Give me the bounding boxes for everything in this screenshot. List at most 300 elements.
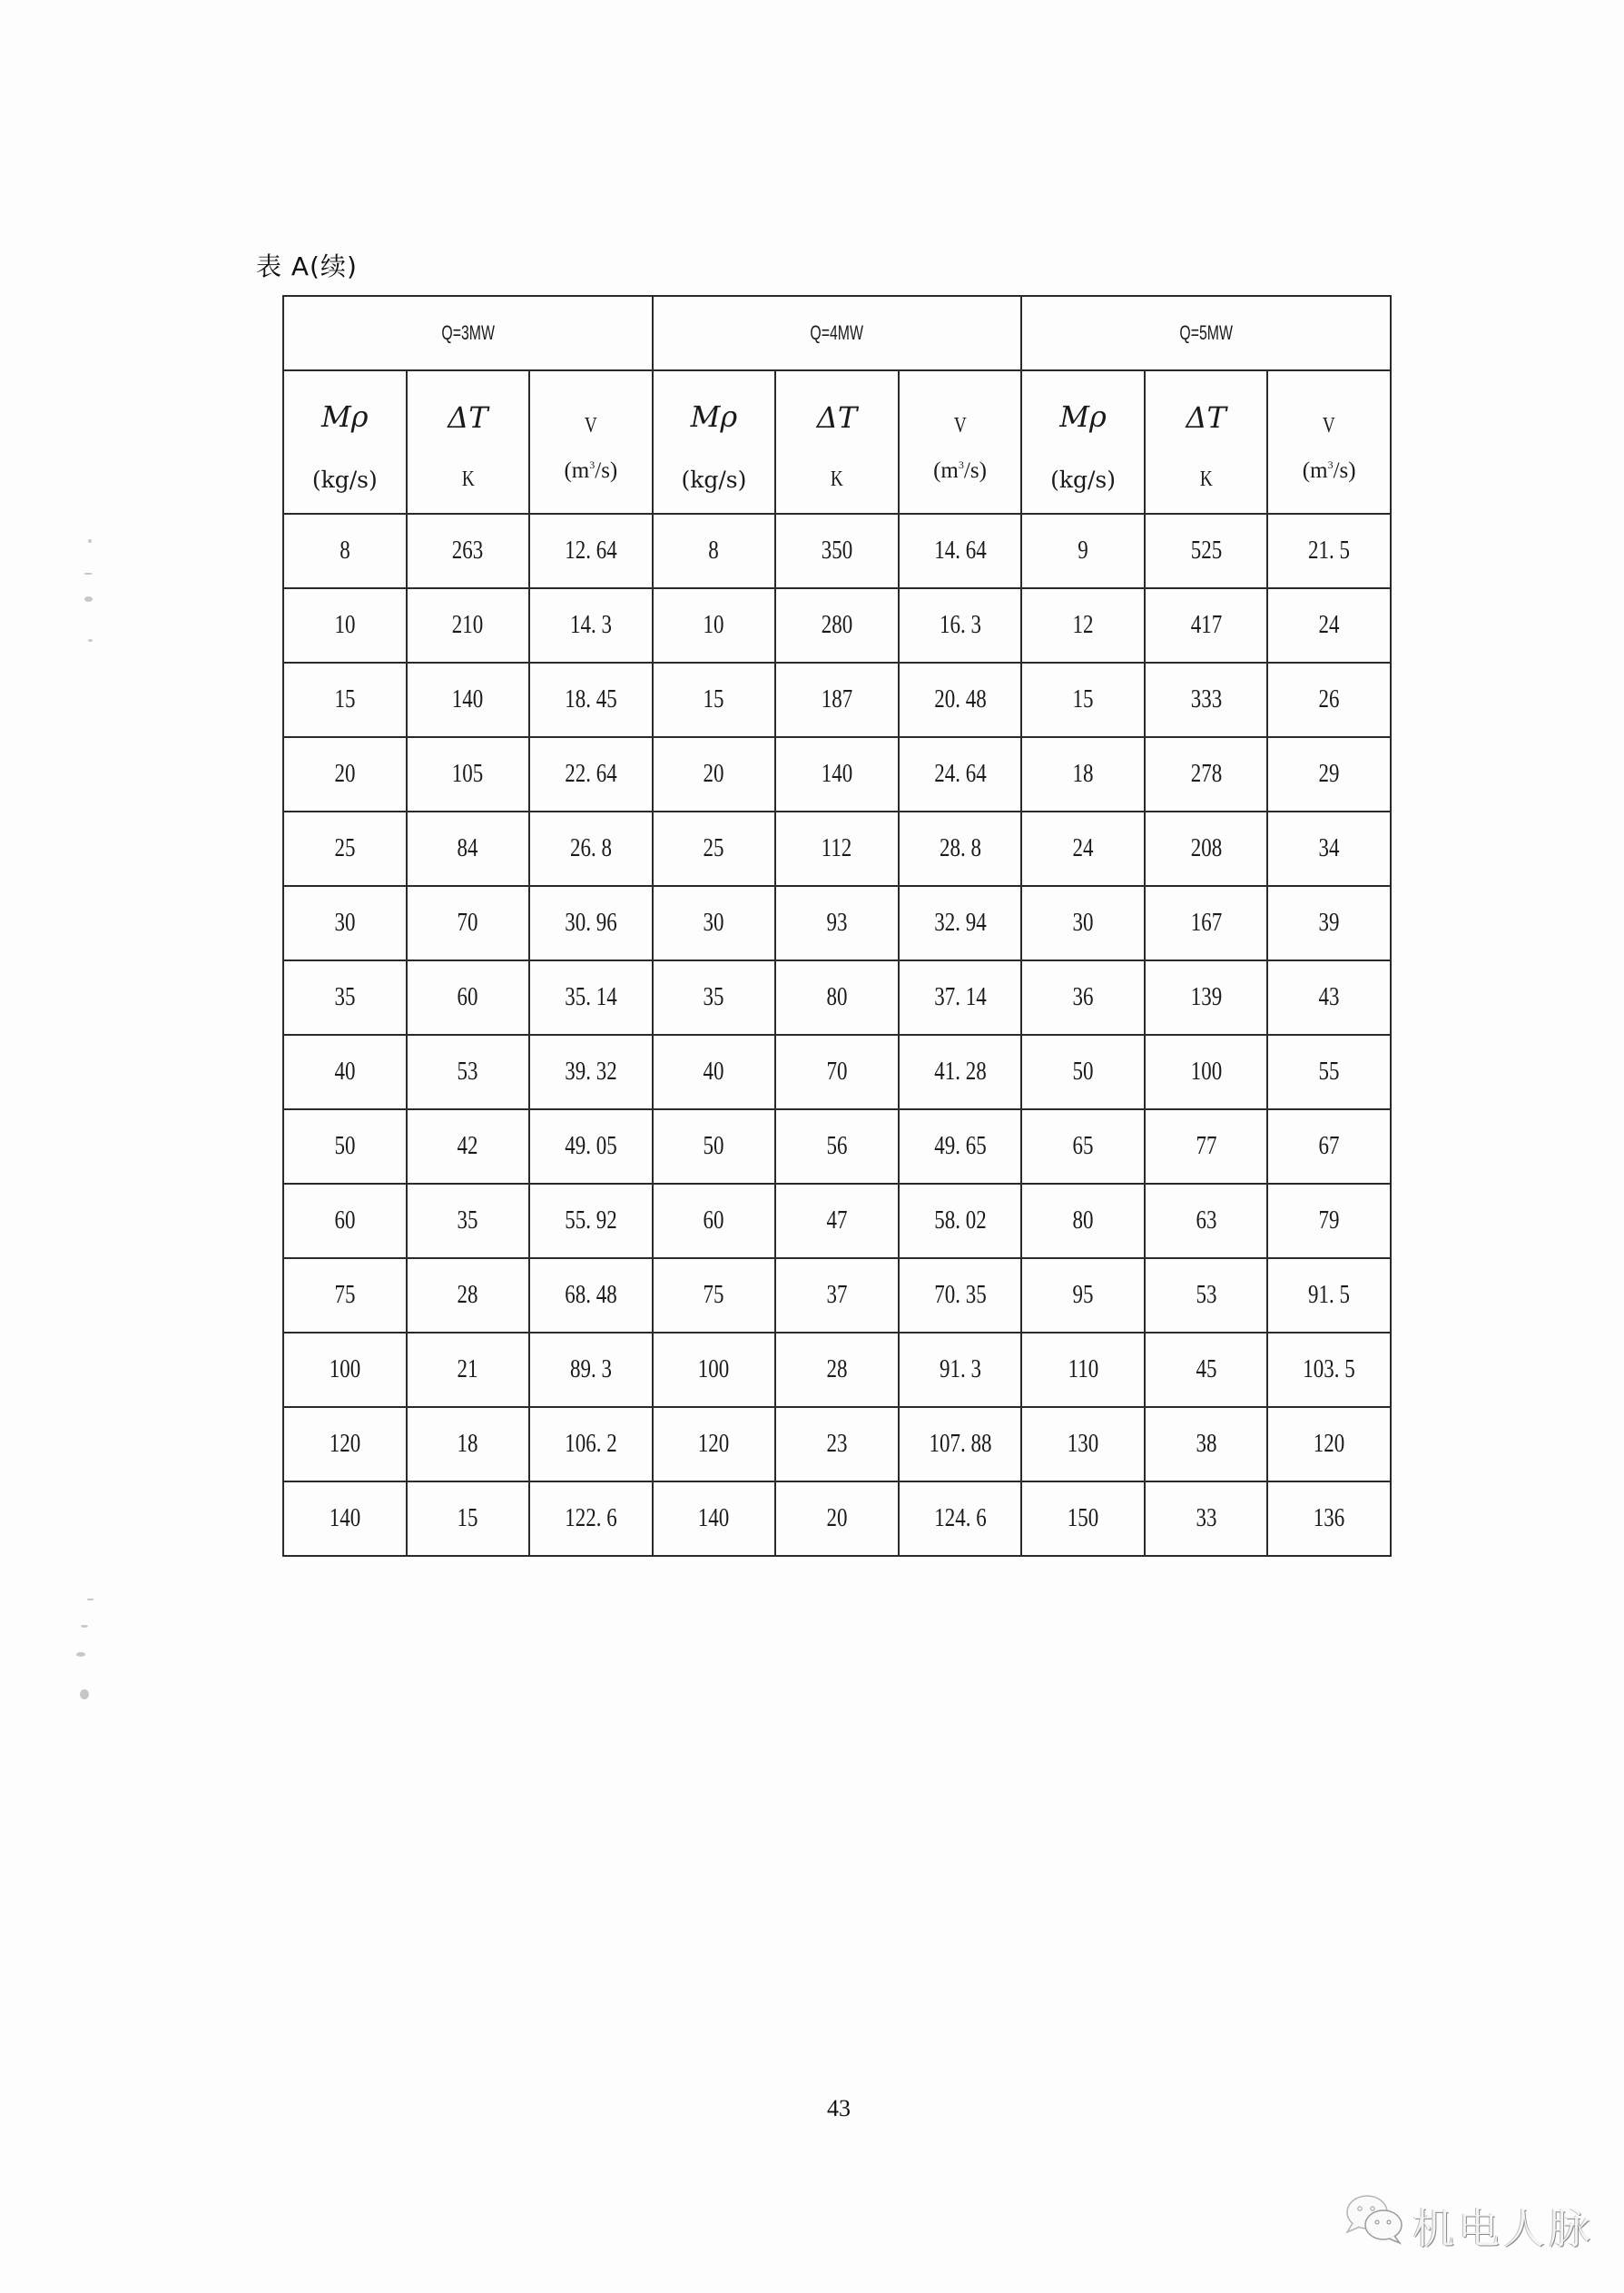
cell-value: 187 — [821, 685, 853, 713]
cell-value: 37. 14 — [933, 983, 987, 1011]
cell-value: 21 — [457, 1355, 478, 1383]
table-cell-volume-flow — [899, 1109, 1022, 1184]
table-cell-mass-flow — [1021, 812, 1145, 886]
table-row — [283, 1481, 1391, 1556]
table-cell-mass-flow — [1021, 1258, 1145, 1333]
cell-value: 28 — [826, 1355, 848, 1383]
cell-value: 65 — [1072, 1132, 1094, 1160]
table-cell-delta-t — [775, 886, 899, 960]
cell-value: 525 — [1190, 536, 1222, 565]
table-cell-mass-flow — [1021, 1333, 1145, 1407]
cell-value: 10 — [334, 611, 356, 639]
table-cell-mass-flow — [653, 1258, 776, 1333]
table-cell-mass-flow — [283, 737, 407, 812]
cell-value: 14. 64 — [933, 536, 987, 565]
cell-value: 30 — [1072, 909, 1094, 937]
scan-speck — [87, 1599, 94, 1600]
table-cell-volume-flow — [529, 1407, 653, 1481]
column-header-mass-flow — [1021, 370, 1145, 514]
column-unit: (kg/s) — [1050, 466, 1117, 493]
table-cell-delta-t — [1145, 1109, 1268, 1184]
cell-value: 49. 05 — [565, 1132, 617, 1160]
cell-value: 139 — [1190, 983, 1222, 1011]
scan-speck — [76, 1652, 85, 1657]
table-cell-delta-t — [775, 514, 899, 588]
column-symbol: ΔT — [1186, 399, 1226, 435]
cell-value: 14. 3 — [569, 611, 612, 639]
cell-value: 77 — [1196, 1132, 1217, 1160]
cell-value: 278 — [1190, 760, 1222, 788]
column-unit: K — [461, 467, 475, 491]
table-cell-delta-t — [1145, 812, 1268, 886]
table-cell-volume-flow — [899, 886, 1022, 960]
unit-part: /s) — [595, 458, 618, 483]
table-cell-mass-flow — [1021, 1407, 1145, 1481]
cell-value: 15 — [1072, 685, 1094, 713]
table-cell-mass-flow — [653, 737, 776, 812]
table-cell-mass-flow — [283, 1035, 407, 1109]
table-cell-mass-flow — [283, 1407, 407, 1481]
cell-value: 100 — [329, 1355, 360, 1383]
cell-value: 29 — [1318, 760, 1340, 788]
table-cell-mass-flow — [1021, 960, 1145, 1035]
cell-value: 39. 32 — [565, 1058, 617, 1086]
table-cell-delta-t — [407, 812, 530, 886]
cell-value: 60 — [457, 983, 478, 1011]
cell-value: 56 — [826, 1132, 848, 1160]
table-row — [283, 1407, 1391, 1481]
table-cell-volume-flow — [1267, 1184, 1391, 1258]
table-cell-volume-flow — [899, 737, 1022, 812]
cell-value: 120 — [698, 1430, 730, 1458]
table-cell-mass-flow — [1021, 1035, 1145, 1109]
cell-value: 208 — [1190, 834, 1222, 862]
cell-value: 18 — [1072, 760, 1094, 788]
column-header-row — [283, 370, 1391, 514]
table-cell-volume-flow — [1267, 588, 1391, 663]
cell-value: 91. 5 — [1308, 1281, 1351, 1309]
table-cell-mass-flow — [1021, 1184, 1145, 1258]
scan-speck — [88, 539, 92, 543]
cell-value: 47 — [826, 1206, 848, 1235]
scan-speck — [88, 639, 93, 642]
table-cell-mass-flow — [1021, 1481, 1145, 1556]
cell-value: 93 — [826, 909, 848, 937]
table-cell-volume-flow — [899, 663, 1022, 737]
table-cell-delta-t — [775, 1407, 899, 1481]
table-cell-delta-t — [407, 886, 530, 960]
cell-value: 39 — [1318, 909, 1340, 937]
table-row — [283, 514, 1391, 588]
cell-value: 79 — [1318, 1206, 1340, 1235]
table-row — [283, 588, 1391, 663]
table-cell-mass-flow — [283, 1184, 407, 1258]
cell-value: 22. 64 — [565, 760, 617, 788]
table-cell-delta-t — [775, 1035, 899, 1109]
group-header-row — [283, 296, 1391, 370]
column-unit — [900, 458, 1021, 484]
table-cell-delta-t — [775, 663, 899, 737]
table-cell-volume-flow — [1267, 960, 1391, 1035]
watermark-text: 机电人脉 — [1412, 2204, 1594, 2253]
cell-value: 30 — [703, 909, 724, 937]
table-cell-delta-t — [407, 960, 530, 1035]
scan-speck — [84, 596, 93, 602]
cell-value: 112 — [822, 834, 852, 862]
cell-value: 53 — [1196, 1281, 1217, 1309]
cell-value: 25 — [334, 834, 356, 862]
cell-value: 50 — [1072, 1058, 1094, 1086]
table-cell-volume-flow — [529, 1184, 653, 1258]
table-cell-delta-t — [1145, 514, 1268, 588]
cell-value: 33 — [1196, 1504, 1217, 1532]
table-cell-volume-flow — [529, 514, 653, 588]
cell-value: 80 — [1072, 1206, 1094, 1235]
cell-value: 15 — [703, 685, 724, 713]
table-cell-volume-flow — [1267, 1109, 1391, 1184]
table-cell-volume-flow — [899, 960, 1022, 1035]
cell-value: 50 — [334, 1132, 356, 1160]
column-unit — [1268, 458, 1390, 484]
unit-part: 3 — [589, 458, 595, 471]
cell-value: 130 — [1067, 1430, 1099, 1458]
table-cell-mass-flow — [1021, 1109, 1145, 1184]
cell-value: 417 — [1190, 611, 1222, 639]
cell-value: 38 — [1196, 1430, 1217, 1458]
column-symbol: ΔT — [448, 399, 488, 435]
table-row — [283, 1333, 1391, 1407]
table-cell-delta-t — [1145, 663, 1268, 737]
cell-value: 34 — [1318, 834, 1340, 862]
cell-value: 45 — [1196, 1355, 1217, 1383]
table-row — [283, 1109, 1391, 1184]
table-cell-volume-flow — [1267, 1407, 1391, 1481]
table-cell-volume-flow — [1267, 1333, 1391, 1407]
column-unit — [530, 458, 652, 484]
cell-value: 28. 8 — [939, 834, 981, 862]
table-cell-mass-flow — [283, 663, 407, 737]
table-row — [283, 1184, 1391, 1258]
cell-value: 10 — [703, 611, 724, 639]
table-cell-volume-flow — [899, 1035, 1022, 1109]
scan-speck — [84, 573, 92, 575]
table-cell-volume-flow — [1267, 663, 1391, 737]
table-cell-volume-flow — [529, 1109, 653, 1184]
table-cell-delta-t — [775, 737, 899, 812]
cell-value: 140 — [821, 760, 853, 788]
cell-value: 40 — [703, 1058, 724, 1086]
cell-value: 18. 45 — [565, 685, 617, 713]
scan-speck — [80, 1689, 89, 1699]
cell-value: 12 — [1072, 611, 1094, 639]
table-cell-volume-flow — [899, 1184, 1022, 1258]
table-cell-volume-flow — [1267, 1035, 1391, 1109]
table-body — [283, 514, 1391, 1556]
cell-value: 140 — [452, 685, 484, 713]
unit-part: (m — [1302, 458, 1328, 483]
table-cell-volume-flow — [899, 1258, 1022, 1333]
table-cell-volume-flow — [529, 960, 653, 1035]
cell-value: 106. 2 — [565, 1430, 617, 1458]
cell-value: 140 — [698, 1504, 730, 1532]
cell-value: 60 — [703, 1206, 724, 1235]
column-header-delta-t — [1145, 370, 1268, 514]
cell-value: 63 — [1196, 1206, 1217, 1235]
cell-value: 89. 3 — [569, 1355, 612, 1383]
table-cell-volume-flow — [529, 1333, 653, 1407]
table-cell-mass-flow — [653, 514, 776, 588]
table-cell-delta-t — [775, 1481, 899, 1556]
cell-value: 35 — [334, 983, 356, 1011]
column-header-mass-flow — [653, 370, 776, 514]
cell-value: 40 — [334, 1058, 356, 1086]
cell-value: 70. 35 — [933, 1281, 987, 1309]
table-cell-mass-flow — [653, 812, 776, 886]
column-symbol: V — [584, 413, 597, 438]
group-header-q4: Q=4MW — [653, 296, 1022, 370]
cell-value: 35 — [703, 983, 724, 1011]
column-unit: K — [831, 467, 843, 491]
table-cell-volume-flow — [1267, 737, 1391, 812]
flow-rate-table — [282, 295, 1392, 1557]
table-cell-volume-flow — [899, 514, 1022, 588]
cell-value: 91. 3 — [939, 1355, 981, 1383]
table-cell-mass-flow — [653, 886, 776, 960]
cell-value: 18 — [457, 1430, 478, 1458]
table-cell-delta-t — [775, 1333, 899, 1407]
table-cell-mass-flow — [653, 1035, 776, 1109]
cell-value: 8 — [708, 536, 720, 565]
table-cell-delta-t — [407, 1109, 530, 1184]
table-cell-mass-flow — [653, 1184, 776, 1258]
table-cell-mass-flow — [1021, 514, 1145, 588]
cell-value: 23 — [826, 1430, 848, 1458]
table-cell-delta-t — [407, 588, 530, 663]
table-cell-volume-flow — [529, 737, 653, 812]
cell-value: 60 — [334, 1206, 356, 1235]
table-cell-volume-flow — [529, 663, 653, 737]
cell-value: 8 — [340, 536, 350, 565]
cell-value: 30 — [334, 909, 356, 937]
table-cell-volume-flow — [529, 1258, 653, 1333]
cell-value: 350 — [821, 536, 853, 565]
cell-value: 120 — [1313, 1430, 1345, 1458]
unit-part: (m — [564, 458, 590, 483]
cell-value: 263 — [452, 536, 484, 565]
cell-value: 103. 5 — [1303, 1355, 1355, 1383]
cell-value: 100 — [698, 1355, 730, 1383]
cell-value: 67 — [1318, 1132, 1340, 1160]
table-cell-volume-flow — [529, 1035, 653, 1109]
cell-value: 100 — [1190, 1058, 1222, 1086]
table-cell-delta-t — [1145, 737, 1268, 812]
cell-value: 50 — [703, 1132, 724, 1160]
table-title: 表 A(续) — [256, 251, 358, 281]
column-header-volume-flow — [529, 370, 653, 514]
cell-value: 20 — [826, 1504, 848, 1532]
table-row — [283, 812, 1391, 886]
cell-value: 95 — [1072, 1281, 1094, 1309]
cell-value: 37 — [826, 1281, 848, 1309]
column-symbol: V — [1323, 413, 1336, 438]
cell-value: 140 — [329, 1504, 360, 1532]
column-unit: (kg/s) — [681, 466, 747, 493]
table-cell-mass-flow — [283, 886, 407, 960]
cell-value: 68. 48 — [565, 1281, 617, 1309]
table-cell-mass-flow — [283, 812, 407, 886]
table-cell-delta-t — [407, 1481, 530, 1556]
cell-value: 150 — [1067, 1504, 1099, 1532]
table-cell-mass-flow — [653, 1333, 776, 1407]
table-cell-mass-flow — [283, 588, 407, 663]
table-cell-mass-flow — [283, 514, 407, 588]
cell-value: 167 — [1190, 909, 1222, 937]
table-cell-mass-flow — [653, 1109, 776, 1184]
table-cell-volume-flow — [899, 588, 1022, 663]
cell-value: 80 — [826, 983, 848, 1011]
wechat-icon — [1343, 2192, 1407, 2247]
table-cell-delta-t — [775, 588, 899, 663]
column-header-delta-t — [407, 370, 530, 514]
cell-value: 26. 8 — [569, 834, 612, 862]
cell-value: 70 — [457, 909, 478, 937]
table-cell-mass-flow — [283, 1481, 407, 1556]
table-cell-delta-t — [775, 1258, 899, 1333]
watermark — [1343, 2183, 1598, 2265]
cell-value: 41. 28 — [933, 1058, 987, 1086]
cell-value: 55. 92 — [565, 1206, 617, 1235]
column-symbol: V — [953, 413, 967, 438]
cell-value: 20 — [703, 760, 724, 788]
cell-value: 55 — [1318, 1058, 1340, 1086]
cell-value: 9 — [1078, 536, 1088, 565]
table-cell-volume-flow — [1267, 514, 1391, 588]
table-row — [283, 886, 1391, 960]
table-cell-mass-flow — [653, 1407, 776, 1481]
cell-value: 333 — [1190, 685, 1222, 713]
table-cell-delta-t — [775, 812, 899, 886]
cell-value: 43 — [1318, 983, 1340, 1011]
table-cell-delta-t — [407, 663, 530, 737]
column-symbol: Mρ — [1059, 399, 1107, 434]
table-cell-delta-t — [775, 1109, 899, 1184]
page-number: 43 — [827, 2095, 851, 2121]
cell-value: 124. 6 — [933, 1504, 987, 1532]
cell-value: 49. 65 — [933, 1132, 987, 1160]
unit-part: /s) — [1333, 458, 1356, 483]
column-symbol: Mρ — [320, 399, 369, 434]
cell-value: 24 — [1318, 611, 1340, 639]
table-cell-mass-flow — [1021, 588, 1145, 663]
cell-value: 25 — [703, 834, 724, 862]
column-header-volume-flow — [899, 370, 1022, 514]
table-cell-delta-t — [1145, 960, 1268, 1035]
cell-value: 21. 5 — [1308, 536, 1351, 565]
cell-value: 53 — [457, 1058, 478, 1086]
table-cell-delta-t — [775, 960, 899, 1035]
unit-part: 3 — [958, 458, 964, 471]
table-cell-volume-flow — [529, 812, 653, 886]
table-cell-volume-flow — [1267, 812, 1391, 886]
cell-value: 58. 02 — [933, 1206, 987, 1235]
table-cell-volume-flow — [899, 1481, 1022, 1556]
column-header-volume-flow — [1267, 370, 1391, 514]
cell-value: 120 — [329, 1430, 360, 1458]
cell-value: 70 — [826, 1058, 848, 1086]
cell-value: 15 — [334, 685, 356, 713]
table-cell-mass-flow — [283, 1333, 407, 1407]
table-cell-volume-flow — [529, 886, 653, 960]
table-cell-mass-flow — [653, 663, 776, 737]
column-unit: K — [1199, 467, 1213, 491]
table-cell-delta-t — [407, 737, 530, 812]
table-cell-mass-flow — [283, 1258, 407, 1333]
cell-value: 210 — [452, 611, 484, 639]
cell-value: 84 — [457, 834, 478, 862]
unit-part: /s) — [963, 458, 987, 483]
group-header-q5: Q=5MW — [1021, 296, 1391, 370]
cell-value: 16. 3 — [939, 611, 981, 639]
table-cell-mass-flow — [1021, 886, 1145, 960]
table-cell-volume-flow — [899, 812, 1022, 886]
unit-part: 3 — [1327, 458, 1334, 471]
table-cell-mass-flow — [1021, 663, 1145, 737]
cell-value: 110 — [1068, 1355, 1098, 1383]
cell-value: 42 — [457, 1132, 478, 1160]
table-cell-mass-flow — [283, 1109, 407, 1184]
table-cell-mass-flow — [1021, 737, 1145, 812]
column-header-mass-flow — [283, 370, 407, 514]
cell-value: 35. 14 — [565, 983, 617, 1011]
table-cell-delta-t — [1145, 1407, 1268, 1481]
unit-part: (m — [933, 458, 959, 483]
cell-value: 35 — [457, 1206, 478, 1235]
table-cell-volume-flow — [529, 588, 653, 663]
table-row — [283, 737, 1391, 812]
cell-value: 280 — [821, 611, 853, 639]
group-header-q3: Q=3MW — [283, 296, 653, 370]
table-cell-volume-flow — [1267, 1481, 1391, 1556]
table-cell-delta-t — [775, 1184, 899, 1258]
scan-speck — [81, 1625, 88, 1628]
table-cell-delta-t — [407, 1407, 530, 1481]
column-unit: (kg/s) — [311, 466, 378, 493]
table-cell-volume-flow — [529, 1481, 653, 1556]
cell-value: 122. 6 — [565, 1504, 617, 1532]
cell-value: 136 — [1313, 1504, 1345, 1532]
table-cell-delta-t — [1145, 1184, 1268, 1258]
table-row — [283, 1035, 1391, 1109]
table-cell-volume-flow — [1267, 1258, 1391, 1333]
column-header-delta-t — [775, 370, 899, 514]
table-cell-delta-t — [1145, 886, 1268, 960]
cell-value: 36 — [1072, 983, 1094, 1011]
table-cell-volume-flow — [1267, 886, 1391, 960]
table-cell-mass-flow — [283, 960, 407, 1035]
table-cell-mass-flow — [653, 1481, 776, 1556]
table-row — [283, 1258, 1391, 1333]
table-cell-delta-t — [407, 1035, 530, 1109]
table-cell-volume-flow — [899, 1333, 1022, 1407]
cell-value: 24 — [1072, 834, 1094, 862]
cell-value: 30. 96 — [565, 909, 617, 937]
table-cell-delta-t — [407, 1184, 530, 1258]
table-row — [283, 960, 1391, 1035]
table-cell-delta-t — [1145, 1258, 1268, 1333]
table-cell-mass-flow — [653, 588, 776, 663]
table-cell-volume-flow — [899, 1407, 1022, 1481]
cell-value: 15 — [457, 1504, 478, 1532]
